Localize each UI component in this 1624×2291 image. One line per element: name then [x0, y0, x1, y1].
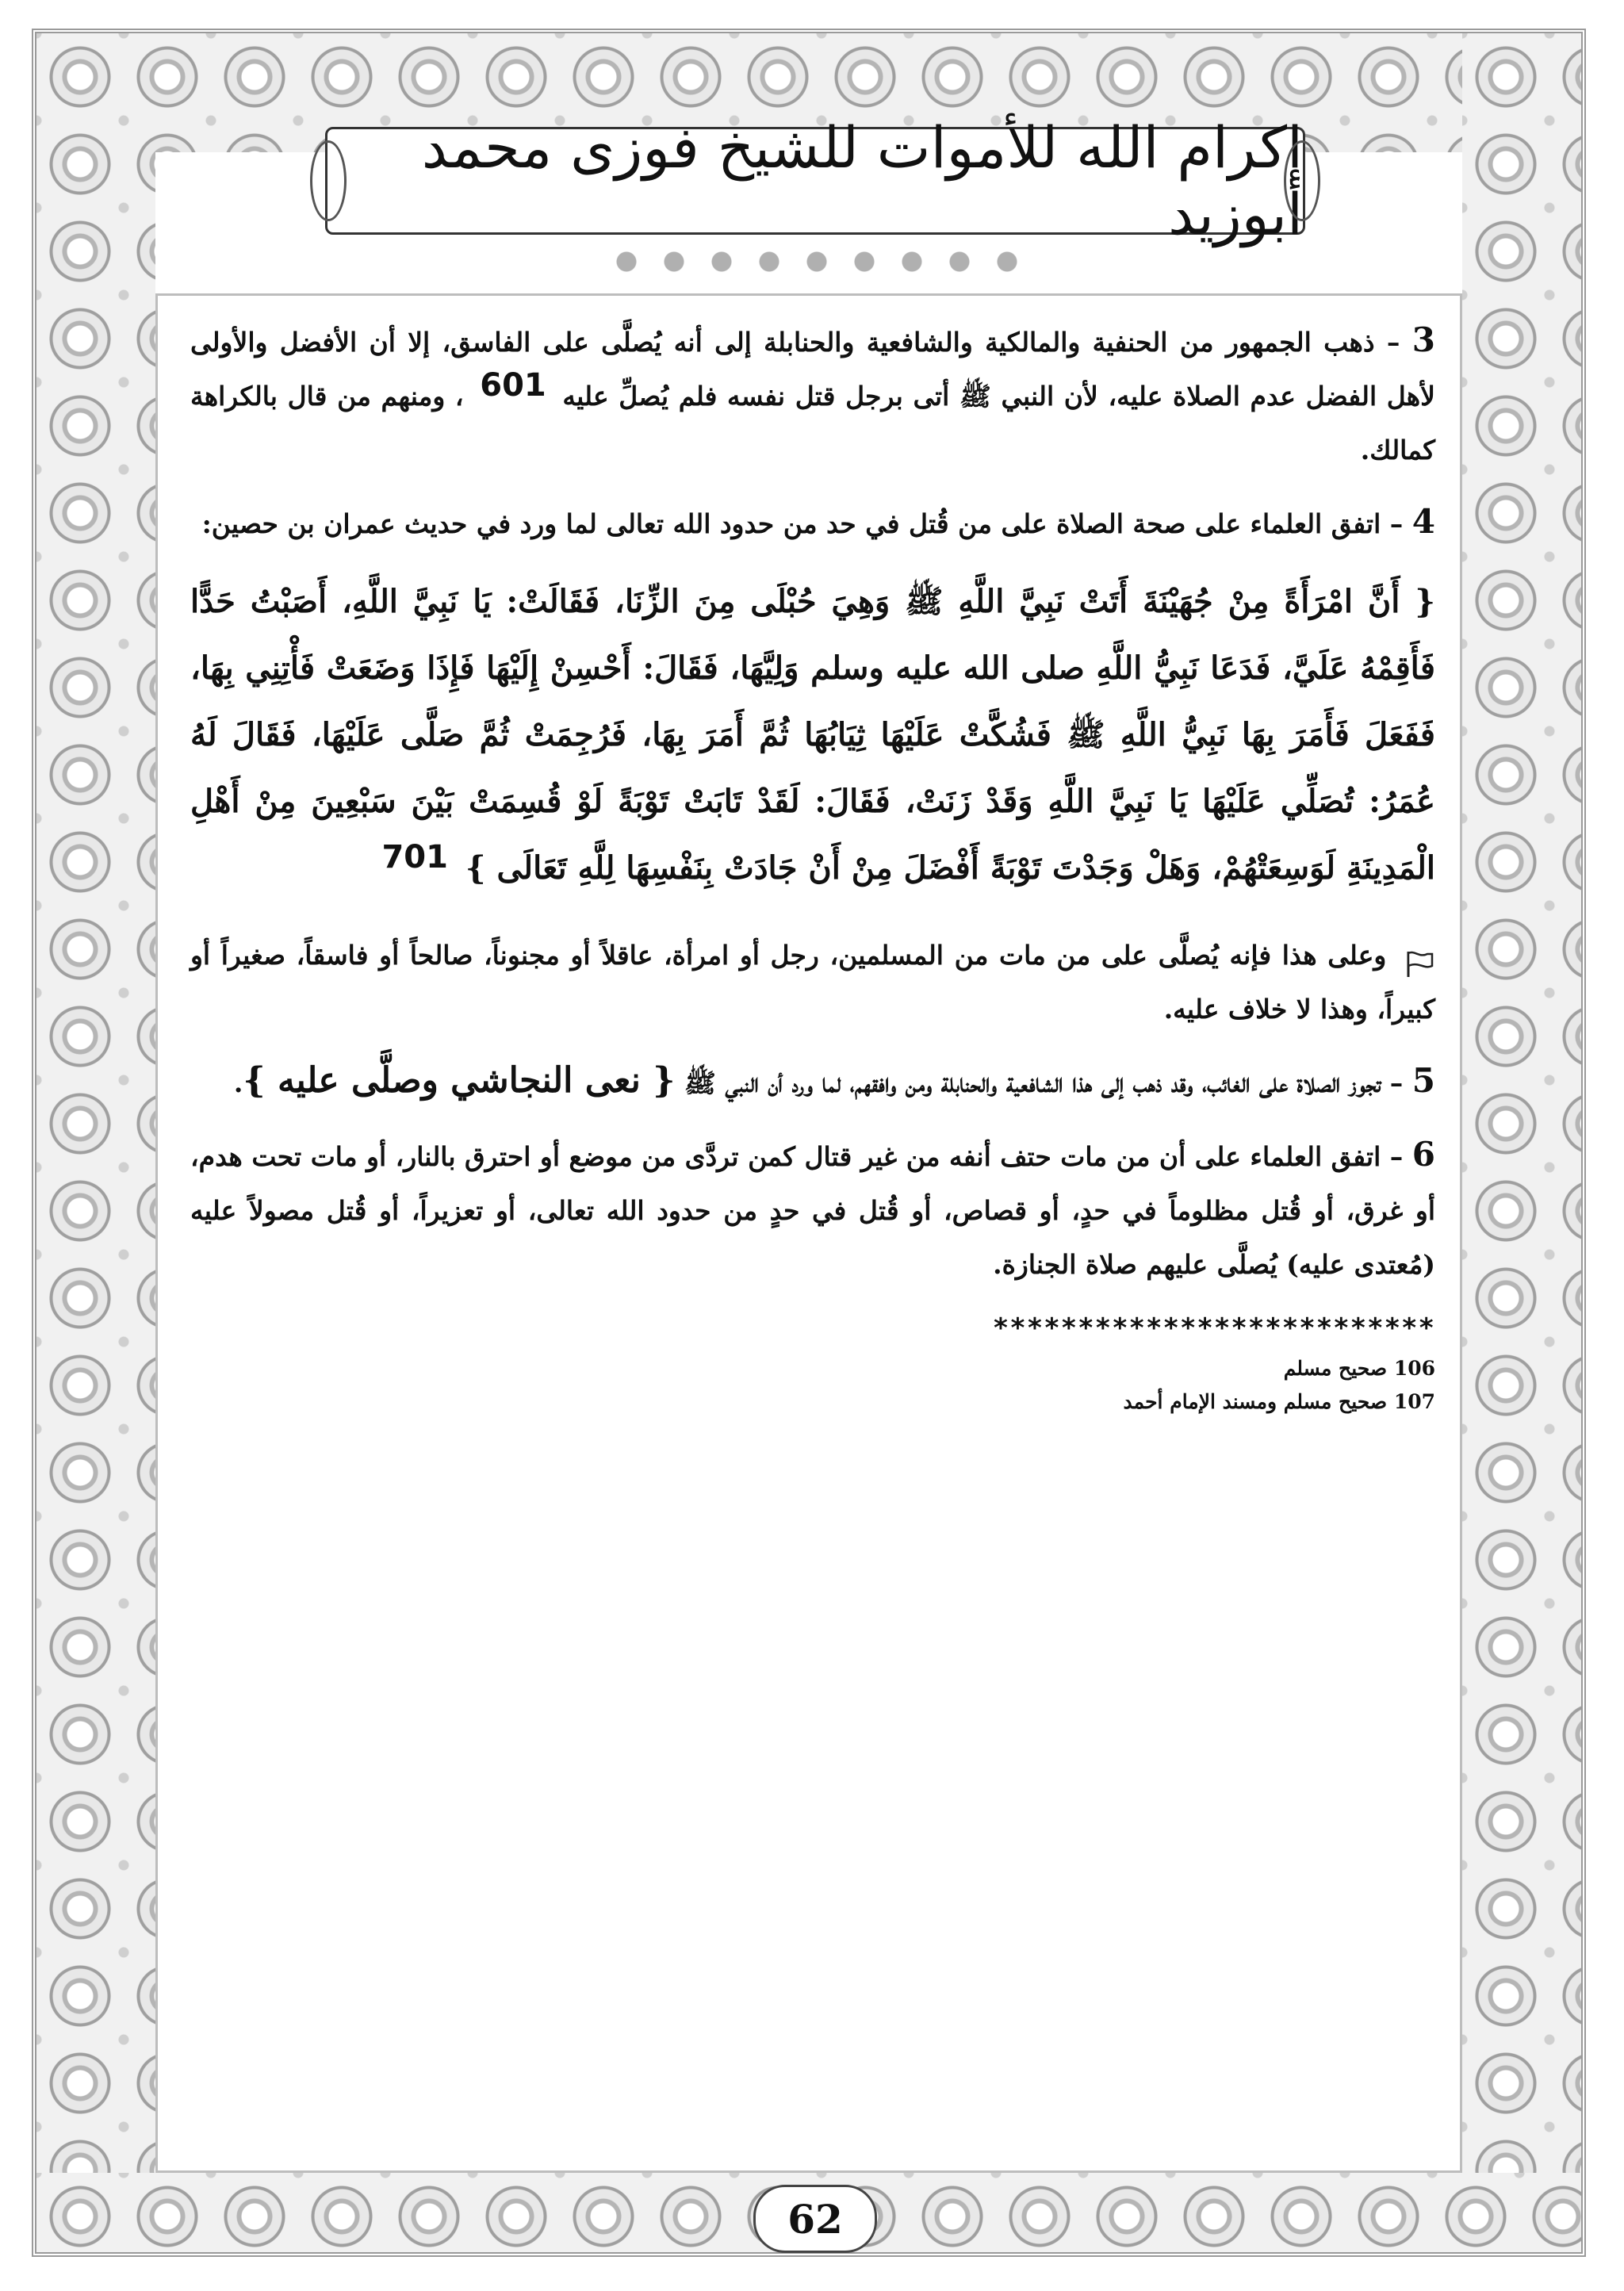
paragraph-text: – تجوز الصلاة على الغائب، وقد ذهب إلى هذا الشافعية والحنابلة ومن وافقهم، لما ورد أن النبي ﷺ — [684, 1067, 1404, 1098]
page-number-badge — [753, 2185, 877, 2253]
conclusion-paragraph — [190, 929, 1435, 1036]
flag-icon — [1405, 943, 1435, 971]
paragraph-end: . — [233, 1067, 243, 1098]
footnote-item: 106 صحيح مسلم — [1283, 1357, 1435, 1380]
paragraph-number: 4 — [1411, 502, 1435, 541]
paragraph-number: 5 — [1411, 1061, 1435, 1100]
paragraph-number: 3 — [1411, 320, 1435, 359]
footnote-ref[interactable]: 701 — [381, 838, 448, 875]
paragraph-4 — [190, 495, 1435, 551]
title-banner — [325, 114, 1305, 247]
header-ornament — [603, 238, 1023, 285]
paragraph-text: – اتفق العلماء على صحة الصلاة على من قُتل في حد من حدود الله تعالى لما ورد في حديث عمران بن حصين: — [201, 508, 1404, 539]
footnote-ref[interactable]: 601 — [480, 367, 546, 404]
paragraph-6 — [190, 1128, 1435, 1292]
hadith-snippet: { نعى النجاشي وصلَّى عليه } — [243, 1060, 676, 1101]
page-title: إكرام الله للأموات للشيخ فوزى محمد أبوزيد — [421, 114, 1303, 247]
page-number: 62 — [787, 2195, 843, 2243]
conclusion-text: وعلى هذا فإنه يُصلَّى على من مات من المسلمين، رجل أو امرأة، عاقلاً أو مجنوناً، صالحاً أو فاسقاً، صغيراً أو كبيراً، وهذا لا خلاف عليه. — [190, 940, 1435, 1025]
paragraph-text: – اتفق العلماء على أن من مات حتف أنفه من غير قتال كمن تردَّى من موضع أو احترق بالنار، أو مات تحت هدم، أو غرق، أو قُتل مظلوماً في حدٍ، أو قصاص، أو قُتل في حدٍ من حدود الله تعالى، أو تعزيراً، أو قُتل مصولاً عليه (مُعتدى عليه) يُصلَّى عليهم صلاة الجنازة. — [190, 1141, 1435, 1280]
paragraph-3 — [190, 313, 1435, 477]
footnote-item: 107 صحيح مسلم ومسند الإمام أحمد — [1123, 1390, 1435, 1413]
footnote-separator: ************************** — [992, 1312, 1435, 1344]
paragraph-text: – ذهب الجمهور من الحنفية والمالكية والشافعية والحنابلة إلى أنه يُصلَّى على الفاسق، إلا أن الأفضل والأولى لأهل الفضل عدم الصلاة عليه، لأن النبي ﷺ أتى برجل قتل نفسه فلم يُصلِّ عليه — [190, 327, 1435, 412]
paragraph-number: 6 — [1411, 1135, 1435, 1174]
hadith-quote — [190, 569, 1435, 902]
footnotes — [190, 1352, 1435, 1419]
main-text — [190, 313, 1435, 1419]
hadith-text: { أَنَّ امْرَأَةً مِنْ جُهَيْنَةَ أَتَتْ نَبِيَّ اللَّهِ ﷺ وَهِيَ حُبْلَى مِنَ الزِّنَا، فَقَالَتْ: يَا نَبِيَّ اللَّهِ، أَصَبْتُ حَدًّا فَأَقِمْهُ عَلَيَّ، فَدَعَا نَبِيُّ اللَّهِ صلى الله عليه وسلم وَلِيَّهَا، فَقَالَ: أَحْسِنْ إِلَيْهَا فَإِذَا وَضَعَتْ فَأْتِنِي بِهَا، فَفَعَلَ فَأَمَرَ بِهَا نَبِيُّ اللَّهِ ﷺ فَشُكَّتْ عَلَيْهَا ثِيَابُهَا ثُمَّ أَمَرَ بِهَا، فَرُجِمَتْ ثُمَّ صَلَّى عَلَيْهَا، فَقَالَ لَهُ عُمَرُ: تُصَلِّي عَلَيْهَا يَا نَبِيَّ اللَّهِ وَقَدْ زَنَتْ، فَقَالَ: لَقَدْ تَابَتْ تَوْبَةً لَوْ قُسِمَتْ بَيْنَ سَبْعِينَ مِنْ أَهْلِ الْمَدِينَةِ لَوَسِعَتْهُمْ، وَهَلْ وَجَدْتَ تَوْبَةً أَفْضَلَ مِنْ أَنْ جَادَتْ بِنَفْسِهَا لِلَّهِ تَعَالَى } — [190, 583, 1435, 887]
paragraph-text-end: ، ومنهم من قال بالكراهة كمالك. — [190, 381, 1435, 465]
paragraph-5 — [190, 1054, 1435, 1110]
